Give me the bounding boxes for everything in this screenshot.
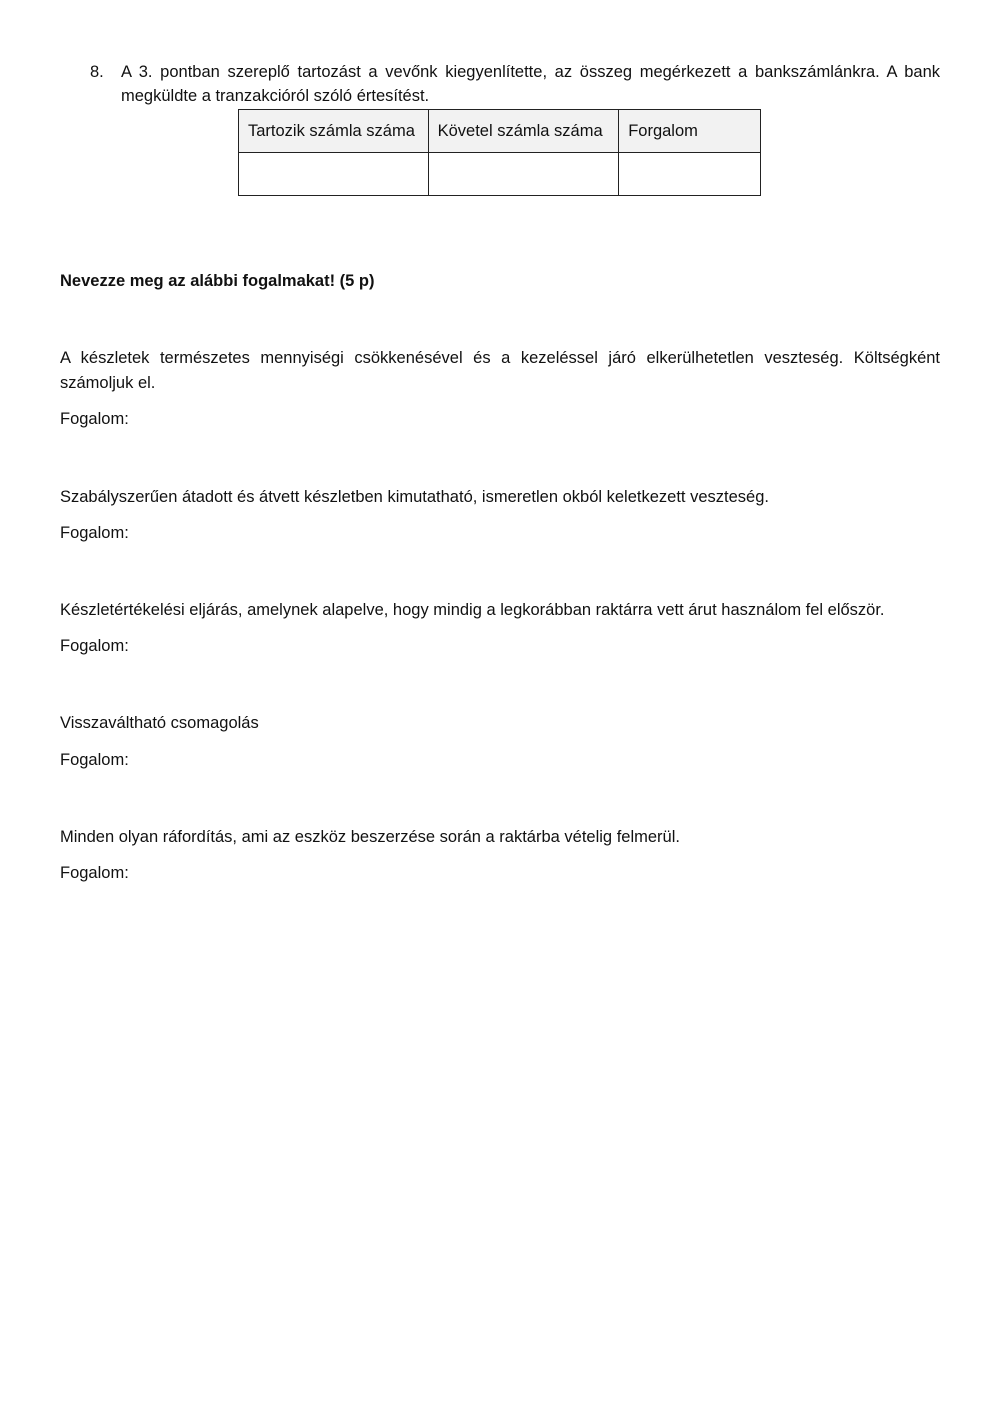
definition-text: Visszaváltható csomagolás	[60, 714, 259, 732]
table-header-row	[239, 110, 761, 153]
definition-text: Készletértékelési eljárás, amelynek alapelve, hogy mindig a legkorábban raktárra vett árut használom fel először.	[60, 601, 885, 619]
column-header-amount: Forgalom	[619, 110, 761, 153]
table-row	[239, 153, 761, 196]
amount-cell[interactable]	[619, 153, 761, 196]
column-header-debit: Tartozik számla száma	[239, 110, 429, 153]
journal-entry-table	[238, 109, 761, 196]
item-text: A 3. pontban szereplő tartozást a vevőnk kiegyenlítette, az összeg megérkezett a bankszámlánkra. A bank megküldte a tranzakcióról szóló értesítést.	[121, 63, 940, 105]
answer-label: Fogalom:	[60, 524, 129, 542]
debit-account-cell[interactable]	[239, 153, 429, 196]
exercise-item-8	[60, 60, 940, 108]
definition-text: A készletek természetes mennyiségi csökkenésével és a kezeléssel járó elkerülhetetlen veszteség. Költségként számoljuk el.	[60, 349, 940, 392]
definition-text: Szabályszerűen átadott és átvett készletben kimutatható, ismeretlen okból keletkezett veszteség.	[60, 488, 769, 506]
credit-account-cell[interactable]	[428, 153, 619, 196]
answer-label: Fogalom:	[60, 637, 129, 655]
answer-label: Fogalom:	[60, 410, 129, 428]
definition-text: Minden olyan ráfordítás, ami az eszköz beszerzése során a raktárba vételig felmerül.	[60, 828, 680, 846]
section-heading: Nevezze meg az alábbi fogalmakat! (5 p)	[60, 272, 375, 290]
item-number: 8.	[90, 63, 104, 81]
column-header-credit: Követel számla száma	[428, 110, 619, 153]
answer-label: Fogalom:	[60, 864, 129, 882]
answer-label: Fogalom:	[60, 751, 129, 769]
